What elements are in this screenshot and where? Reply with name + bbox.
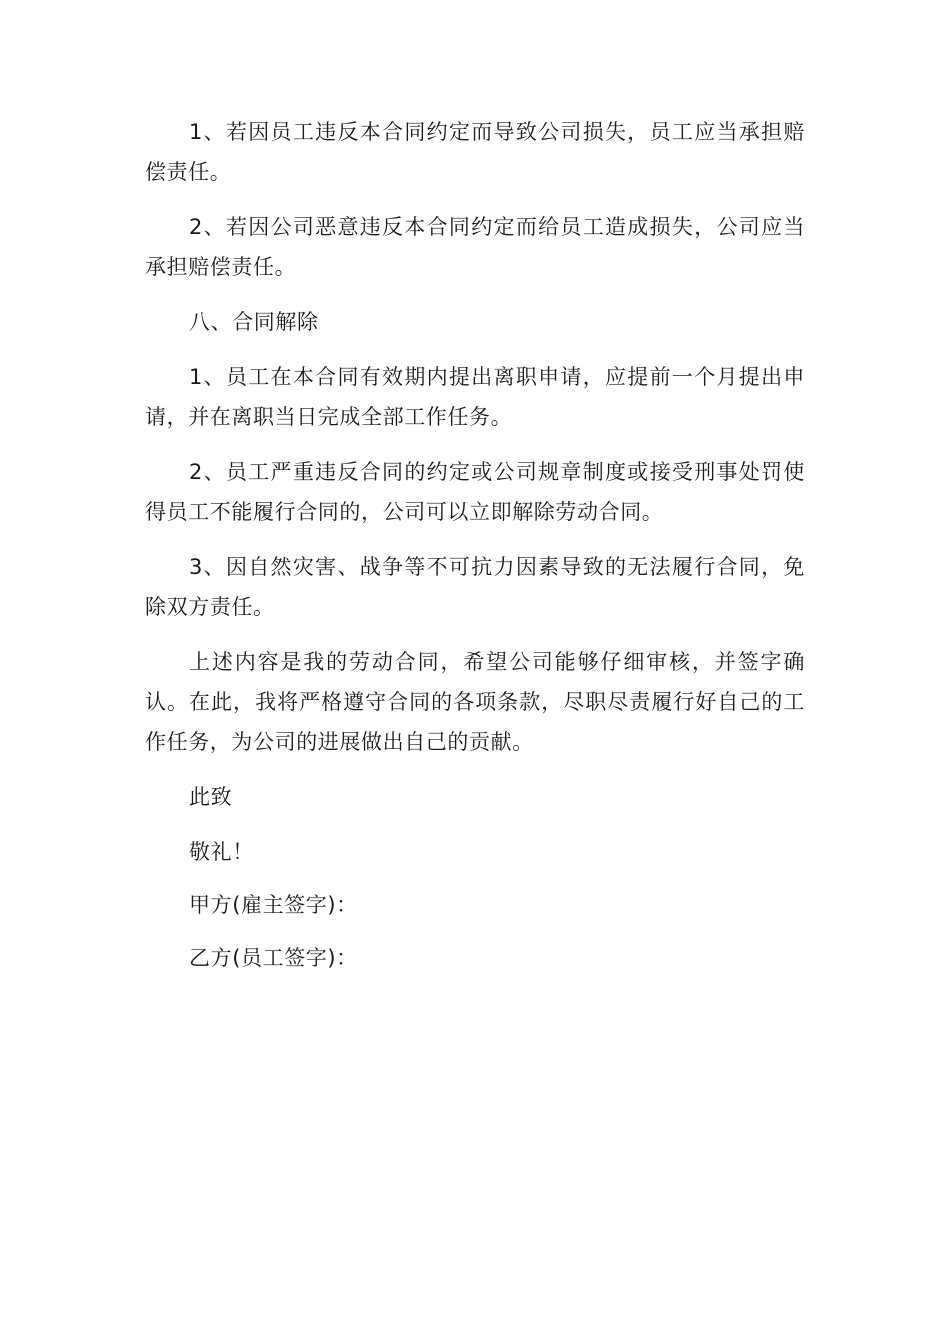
closing-statement: 上述内容是我的劳动合同，希望公司能够仔细审核，并签字确认。在此，我将严格遵守合同的各项条款，尽职尽责履行好自己的工作任务，为公司的进展做出自己的贡献。	[145, 650, 805, 754]
clause-force-majeure: 3、因自然灾害、战争等不可抗力因素导致的无法履行合同，免除双方责任。	[145, 555, 805, 619]
section-heading-termination: 八、合同解除	[189, 310, 319, 334]
salutation: 敬礼！	[189, 840, 254, 864]
document-body	[145, 112, 805, 991]
party-b-signature-line: 乙方(员工签字)：	[189, 946, 358, 970]
clause-company-liability: 2、若因公司恶意违反本合同约定而给员工造成损失，公司应当承担赔偿责任。	[145, 215, 805, 279]
clause-employee-liability: 1、若因员工违反本合同约定而导致公司损失，员工应当承担赔偿责任。	[145, 120, 805, 184]
clause-dismissal: 2、员工严重违反合同的约定或公司规章制度或接受刑事处罚使得员工不能履行合同的，公司可以立即解除劳动合同。	[145, 460, 805, 524]
clause-resignation: 1、员工在本合同有效期内提出离职申请，应提前一个月提出申请，并在离职当日完成全部工作任务。	[145, 365, 805, 429]
closing-phrase: 此致	[189, 785, 233, 809]
party-a-signature-line: 甲方(雇主签字)：	[189, 893, 358, 917]
